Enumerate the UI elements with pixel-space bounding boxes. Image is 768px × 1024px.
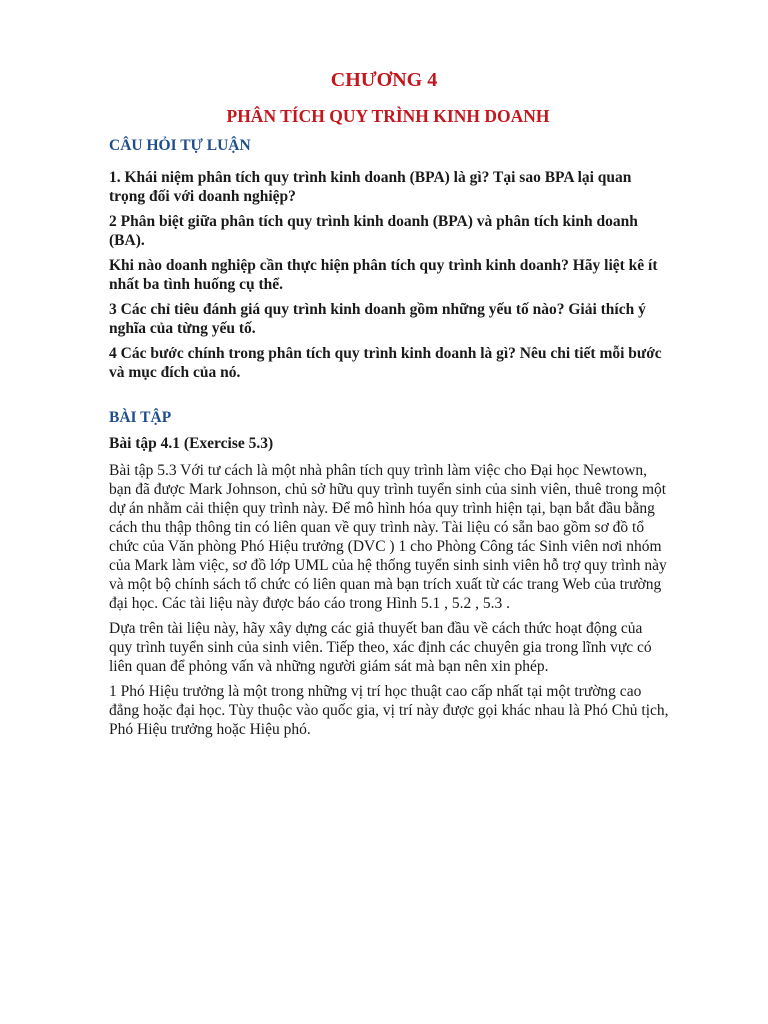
exercise-body xyxy=(109,461,669,745)
essay-question-list xyxy=(109,168,669,388)
essay-question: 3 Các chỉ tiêu đánh giá quy trình kinh doanh gồm những yếu tố nào? Giải thích ý nghĩa của từng yếu tố. xyxy=(109,301,646,337)
essay-question: 2 Phân biệt giữa phân tích quy trình kinh doanh (BPA) và phân tích kinh doanh (BA). xyxy=(109,213,638,249)
essay-question: 1. Khái niệm phân tích quy trình kinh doanh (BPA) là gì? Tại sao BPA lại quan trọng đối với doanh nghiệp? xyxy=(109,169,632,205)
chapter-subtitle: PHÂN TÍCH QUY TRÌNH KINH DOANH xyxy=(226,106,550,126)
chapter-title: CHƯƠNG 4 xyxy=(330,69,438,91)
exercise-heading: BÀI TẬP xyxy=(109,409,172,426)
exercise-paragraph: Bài tập 5.3 Với tư cách là một nhà phân tích quy trình làm việc cho Đại học Newtown, bạn đã được Mark Johnson, chủ sở hữu quy trình tuyển sinh của sinh viên, thuê trong một dự án nhằm cải thiện quy trình này. Để mô hình hóa quy trình hiện tại, bạn bắt đầu bằng cách thu thập thông tin có liên quan về quy trình này. Tài liệu có sẵn bao gồm sơ đồ tổ chức của Văn phòng Phó Hiệu trưởng (DVC ) 1 cho Phòng Công tác Sinh viên nơi nhóm của Mark làm việc, sơ đồ lớp UML của hệ thống tuyển sinh sinh viên hỗ trợ quy trình này và một bộ chính sách tổ chức có liên quan mà bạn trích xuất từ các trang Web của trường đại học. Các tài liệu này được báo cáo trong Hình 5.1 , 5.2 , 5.3 . xyxy=(109,462,667,612)
footnote-paragraph: 1 Phó Hiệu trưởng là một trong những vị trí học thuật cao cấp nhất tại một trường cao đẳng hoặc đại học. Tùy thuộc vào quốc gia, vị trí này được gọi khác nhau là Phó Chủ tịch, Phó Hiệu trưởng hoặc Hiệu phó. xyxy=(109,683,669,738)
essay-questions-heading: CÂU HỎI TỰ LUẬN xyxy=(109,137,251,154)
essay-question: Khi nào doanh nghiệp cần thực hiện phân tích quy trình kinh doanh? Hãy liệt kê ít nhất ba tình huống cụ thể. xyxy=(109,257,658,293)
exercise-paragraph: Dựa trên tài liệu này, hãy xây dựng các giả thuyết ban đầu về cách thức hoạt động của quy trình tuyển sinh của sinh viên. Tiếp theo, xác định các chuyên gia trong lĩnh vực có liên quan để phỏng vấn và những người giám sát mà bạn nên xin phép. xyxy=(109,620,652,675)
essay-question: 4 Các bước chính trong phân tích quy trình kinh doanh là gì? Nêu chi tiết mỗi bước và mục đích của nó. xyxy=(109,345,662,381)
exercise-title: Bài tập 4.1 (Exercise 5.3) xyxy=(109,435,274,452)
